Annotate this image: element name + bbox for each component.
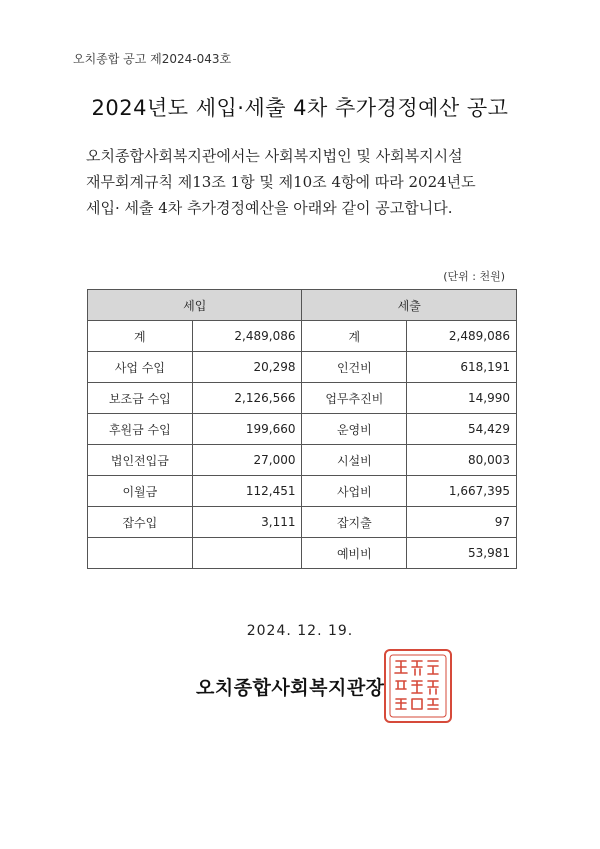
expenditure-label: 잡지출 <box>302 507 407 538</box>
table-row <box>88 414 517 445</box>
unit-label: (단위 : 천원) <box>443 270 505 283</box>
table-row <box>88 383 517 414</box>
revenue-amount: 112,451 <box>192 476 302 507</box>
expenditure-label: 사업비 <box>302 476 407 507</box>
expenditure-amount: 2,489,086 <box>407 321 517 352</box>
announcement-body <box>86 143 526 221</box>
revenue-label: 잡수입 <box>88 507 193 538</box>
expenditure-label: 업무추진비 <box>302 383 407 414</box>
table-row <box>88 538 517 569</box>
expenditure-label: 계 <box>302 321 407 352</box>
table-row <box>88 445 517 476</box>
revenue-label: 사업 수입 <box>88 352 193 383</box>
expenditure-label: 인건비 <box>302 352 407 383</box>
document-number: 오치종합 공고 제2024-043호 <box>73 52 232 66</box>
revenue-label: 후원금 수입 <box>88 414 193 445</box>
expenditure-amount: 54,429 <box>407 414 517 445</box>
revenue-label: 계 <box>88 321 193 352</box>
body-line: 재무회계규칙 제13조 1항 및 제10조 4항에 따라 2024년도 <box>86 173 476 191</box>
expenditure-amount: 97 <box>407 507 517 538</box>
expenditure-label: 시설비 <box>302 445 407 476</box>
revenue-amount: 2,126,566 <box>192 383 302 414</box>
issuer-name: 오치종합사회복지관장 <box>196 677 385 699</box>
table-row <box>88 352 517 383</box>
table-header-row <box>88 290 517 321</box>
expenditure-amount: 14,990 <box>407 383 517 414</box>
official-seal-icon <box>382 647 454 725</box>
expenditure-amount: 618,191 <box>407 352 517 383</box>
expenditure-amount: 1,667,395 <box>407 476 517 507</box>
revenue-label: 보조금 수입 <box>88 383 193 414</box>
expenditure-label: 예비비 <box>302 538 407 569</box>
revenue-amount: 27,000 <box>192 445 302 476</box>
expenditure-amount: 80,003 <box>407 445 517 476</box>
body-line: 오치종합사회복지관에서는 사회복지법인 및 사회복지시설 <box>86 147 463 165</box>
revenue-amount: 20,298 <box>192 352 302 383</box>
revenue-header: 세입 <box>88 290 302 321</box>
budget-table <box>87 289 517 569</box>
revenue-amount <box>192 538 302 569</box>
revenue-label <box>88 538 193 569</box>
expenditure-header: 세출 <box>302 290 517 321</box>
table-row <box>88 476 517 507</box>
body-line: 세입· 세출 4차 추가경정예산을 아래와 같이 공고합니다. <box>86 199 453 217</box>
table-row <box>88 507 517 538</box>
expenditure-amount: 53,981 <box>407 538 517 569</box>
revenue-label: 법인전입금 <box>88 445 193 476</box>
document-title: 2024년도 세입·세출 4차 추가경정예산 공고 <box>91 96 509 120</box>
revenue-amount: 199,660 <box>192 414 302 445</box>
announcement-date: 2024. 12. 19. <box>246 623 354 639</box>
revenue-amount: 2,489,086 <box>192 321 302 352</box>
expenditure-label: 운영비 <box>302 414 407 445</box>
revenue-label: 이월금 <box>88 476 193 507</box>
revenue-amount: 3,111 <box>192 507 302 538</box>
table-row <box>88 321 517 352</box>
